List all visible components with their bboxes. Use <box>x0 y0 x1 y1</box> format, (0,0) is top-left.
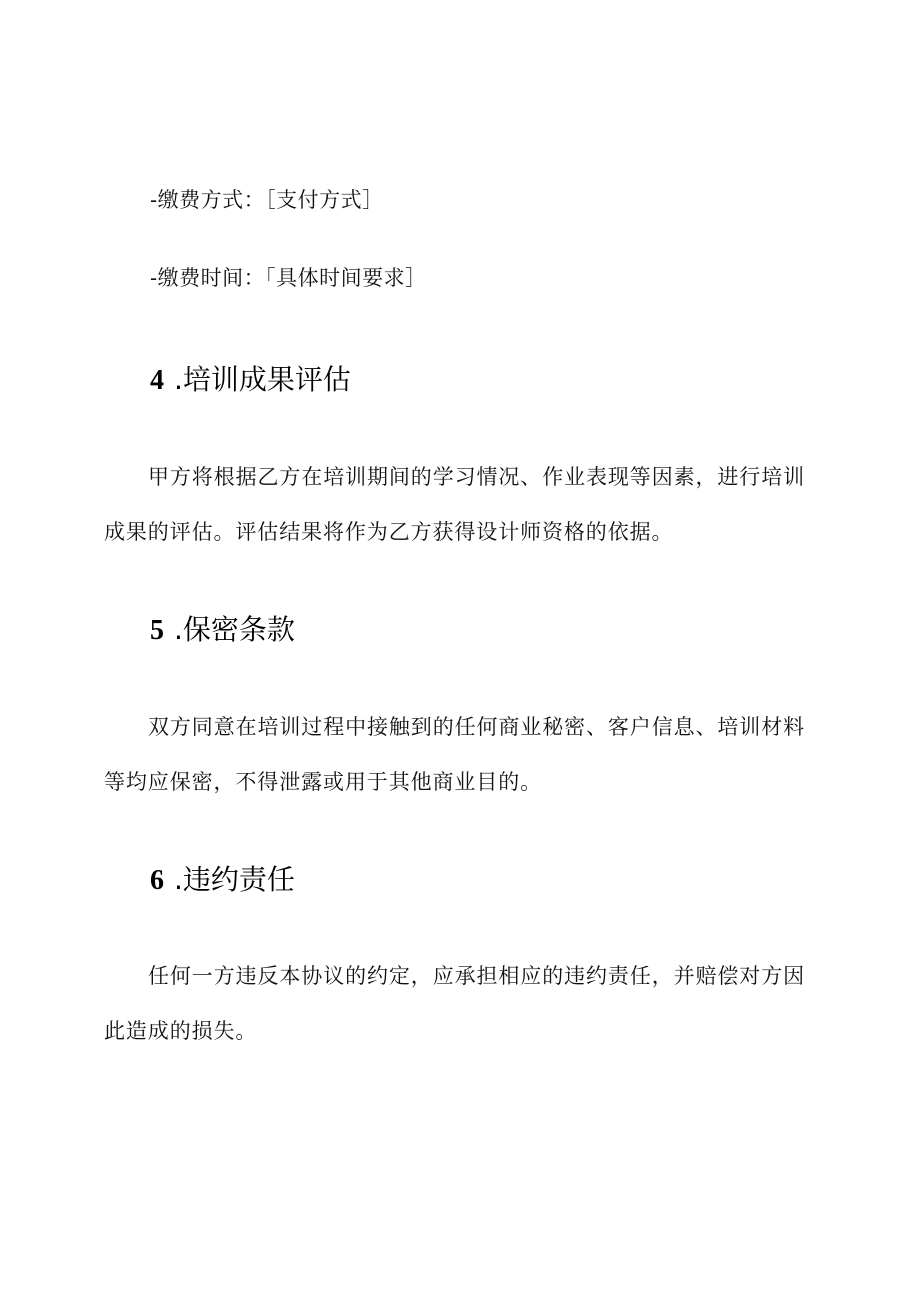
payment-method-line: -缴费方式：［支付方式］ <box>150 188 384 212</box>
paragraph-line: 甲方将根据乙方在培训期间的学习情况、作业表现等因素，进行培训 <box>148 465 805 489</box>
payment-time-line: -缴费时间：「具体时间要求］ <box>150 266 427 290</box>
paragraph-line: 成果的评估。评估结果将作为乙方获得设计师资格的依据。 <box>104 520 674 544</box>
section-title: .保密条款 <box>174 613 295 646</box>
section-heading-confidentiality <box>150 612 295 649</box>
section-heading-training-evaluation <box>150 362 351 399</box>
section-number: 4 <box>150 365 164 396</box>
paragraph-line: 任何一方违反本协议的约定，应承担相应的违约责任，并赔偿对方因 <box>148 964 805 988</box>
section-paragraph-confidentiality <box>104 713 824 796</box>
paragraph-line: 此造成的损失。 <box>104 1019 258 1043</box>
section-paragraph-training-evaluation <box>104 463 824 546</box>
section-heading-liability <box>150 862 295 899</box>
section-title: .培训成果评估 <box>174 363 351 396</box>
paragraph-line: 等均应保密，不得泄露或用于其他商业目的。 <box>104 770 542 794</box>
paragraph-line: 双方同意在培训过程中接触到的任何商业秘密、客户信息、培训材料 <box>148 715 805 739</box>
section-number: 5 <box>150 615 164 646</box>
section-number: 6 <box>150 865 164 896</box>
section-title: .违约责任 <box>174 863 295 896</box>
section-paragraph-liability <box>104 962 824 1045</box>
